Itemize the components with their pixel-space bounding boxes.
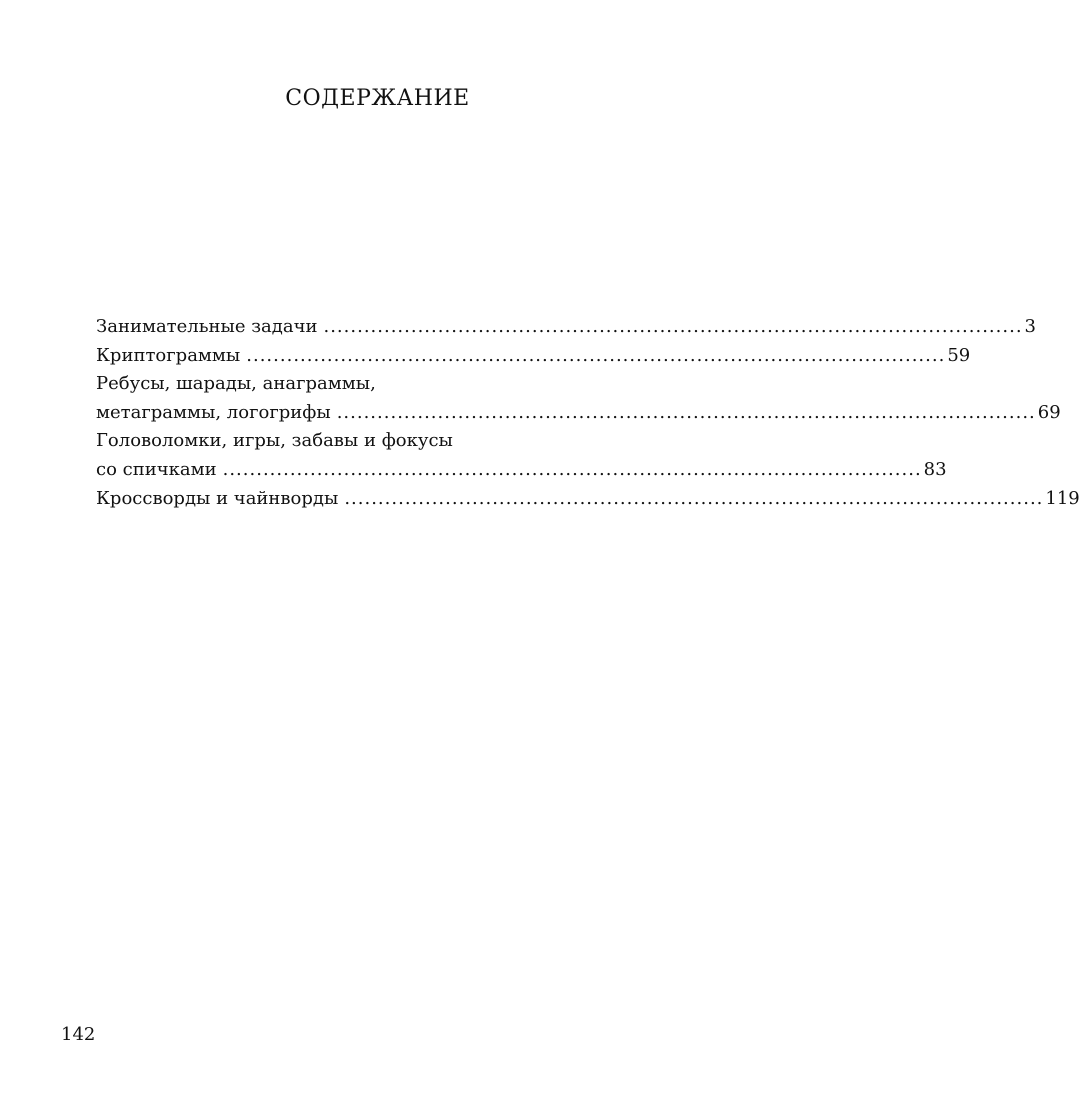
toc-leader-dots: ........................................................................................................ <box>344 487 1044 509</box>
toc-entry[interactable] <box>96 485 1080 514</box>
table-of-contents <box>96 313 1080 513</box>
toc-entry-title: со спичками <box>96 458 217 480</box>
page-number: 142 <box>61 1024 96 1045</box>
toc-entry-title: Занимательные задачи <box>96 316 318 337</box>
toc-entry-title: Криптограммы <box>96 344 241 366</box>
toc-entry-page: 69 <box>1037 401 1061 423</box>
toc-entry-line <box>96 399 1061 428</box>
toc-leader-dots: ........................................................................................................ <box>246 344 946 366</box>
toc-entry-title-line1: Ребусы, шарады, анаграммы, <box>96 373 376 395</box>
toc-entry-line <box>96 456 947 485</box>
toc-entry-page: 83 <box>923 458 947 480</box>
page-title: СОДЕРЖАНИЕ <box>285 86 470 111</box>
toc-entry-line <box>96 313 1036 342</box>
toc-leader-dots: ........................................................................................................ <box>323 316 1023 337</box>
toc-entry-line <box>96 485 1080 514</box>
toc-entry[interactable] <box>96 427 947 484</box>
toc-entry-page: 119 <box>1045 487 1080 509</box>
toc-leader-dots: ........................................................................................................ <box>336 401 1036 423</box>
toc-entry-title-line1: Головоломки, игры, забавы и фокусы <box>96 430 453 452</box>
toc-entry-page: 3 <box>1024 316 1036 337</box>
toc-entry-page: 59 <box>947 344 971 366</box>
toc-entry[interactable] <box>96 313 1036 342</box>
toc-leader-dots: ........................................................................................................ <box>222 458 922 480</box>
toc-entry[interactable] <box>96 370 1061 427</box>
toc-entry[interactable] <box>96 342 971 371</box>
toc-entry-title: метаграммы, логогрифы <box>96 401 331 423</box>
toc-entry-title: Кроссворды и чайнворды <box>96 487 339 509</box>
toc-entry-line <box>96 342 971 371</box>
